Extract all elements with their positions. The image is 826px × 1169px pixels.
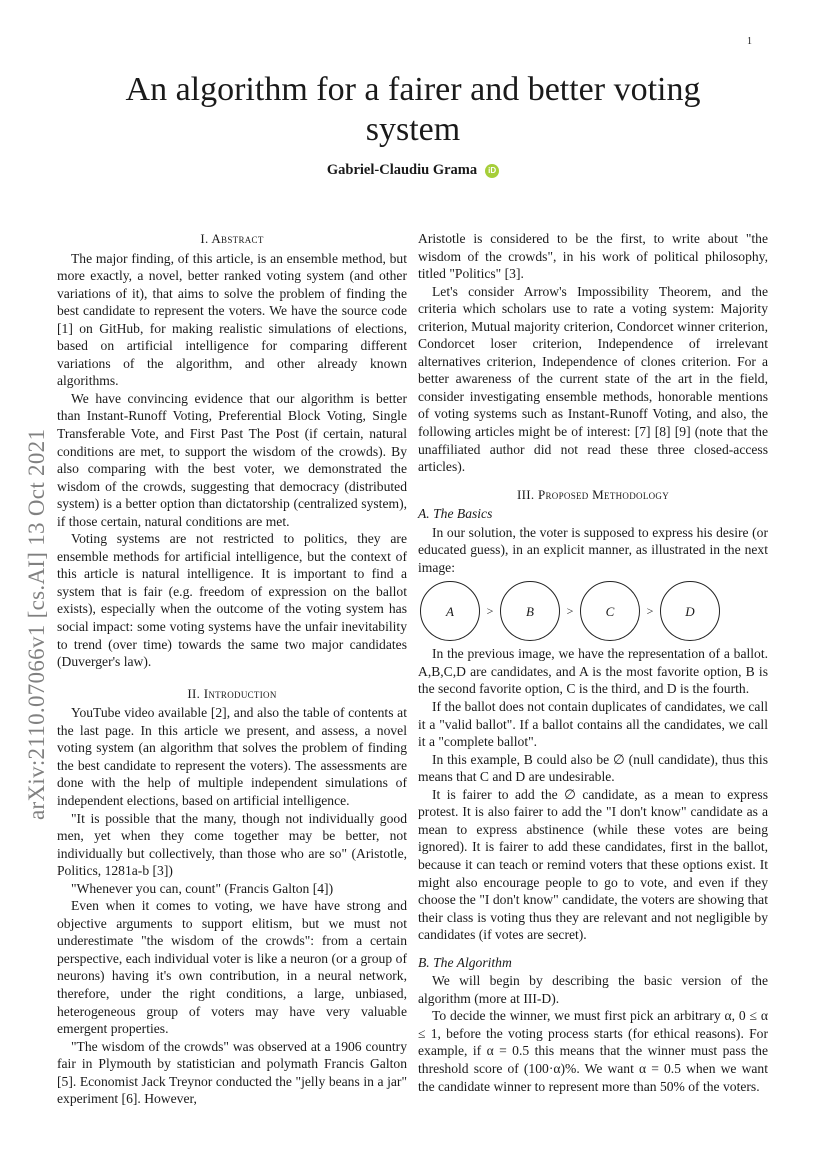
candidate-circle: A bbox=[420, 581, 480, 641]
author-line bbox=[0, 162, 826, 179]
paragraph: "The wisdom of the crowds" was observed at a 1906 country fair in Plymouth by statistician and polymath Francis Galton [5]. Economist Jack Treynor conducted the "jelly beans in a jar" experiment [6]. However, bbox=[57, 1038, 407, 1107]
paragraph: In the previous image, we have the representation of a ballot. A,B,C,D are candidates, and A is the most favorite option, B is the second favorite option, C is the third, and D is the fourth. bbox=[418, 646, 768, 697]
ballot-diagram bbox=[420, 579, 768, 643]
paragraph: To decide the winner, we must first pick an arbitrary α, 0 ≤ α ≤ 1, before the voting process starts (for ethical reasons). For example, if α = 0.5 this means that the winner must pass the threshold score of (100·α)%. We want α = 0.5 when we want the candidate winner to represent more than 50% of the voters. bbox=[418, 1008, 768, 1094]
author-name: Gabriel-Claudiu Grama bbox=[326, 162, 478, 178]
orcid-icon[interactable]: iD bbox=[485, 164, 499, 178]
basics-subheading: A. The Basics bbox=[418, 506, 493, 522]
paragraph: In this example, B could also be ∅ (null candidate), thus this means that C and D are undesirable. bbox=[418, 751, 768, 785]
greater-than: > bbox=[646, 603, 654, 618]
paragraph: We have convincing evidence that our algorithm is better than Instant-Runoff Voting, Preferential Block Voting, Single Transferable Vote, and First Past The Post (if certain, natural conditions are met, to support the wisdom of the crowds). By also comparing with the best voter, we demonstrated the wisdom of the crowds, suggesting that democracy (distributed system) is a better option than dictatorship (centralized system), if those certain, natural conditions are met. bbox=[57, 390, 407, 529]
candidate-circle: B bbox=[500, 581, 560, 641]
paragraph: Even when it comes to voting, we have have strong and objective arguments to support elitism, but we must not underestimate "the wisdom of the crowds": from a certain perspective, each individual voter is like a neuron (or a group of neurons) having it's own contribution, in a neural network, therefore, under the right conditions, a large, unbiased, heterogeneous group of voters may have very valuable emergent properties. bbox=[57, 898, 407, 1037]
paragraph: YouTube video available [2], and also the table of contents at the last page. In this article we present, and assess, a novel voting system (an algorithm that solves the problem of finding the best candidate to represent the voters). The assessments are done with the help of multiple independent simulations of independent elections, based on artificial intelligence. bbox=[57, 705, 407, 808]
paragraph: It is fairer to add the ∅ candidate, as a mean to express protest. It is also fairer to add the "I don't know" candidate as a mean to express abstinence (while these votes are being ignored). It is fairer to add these candidates, first in the ballot, because it can teach or remind voters that these options exist. It might also encourage people to go to vote, and even if they choose the "I don't know" candidate, the voters are showing that their class is voting thus they are relevant and not negligible by candidates (if votes are secret). bbox=[418, 786, 768, 943]
methodology-heading: III. Proposed Methodology bbox=[516, 486, 670, 502]
paragraph: Aristotle is considered to be the first, to write about "the wisdom of the crowds", in his work of political philosophy, titled "Politics" [3]. bbox=[418, 231, 768, 282]
paragraph: "Whenever you can, count" (Francis Galton [4]) bbox=[71, 880, 334, 896]
page-number: 1 bbox=[747, 36, 752, 47]
paper-title: An algorithm for a fairer and better voting system bbox=[125, 71, 701, 148]
greater-than: > bbox=[486, 603, 494, 618]
paragraph: Let's consider Arrow's Impossibility Theorem, and the criteria which scholars use to rate a voting system: Majority criterion, Mutual majority criterion, Condorcet winner criterion, Condorcet loser criterion, Independence of irrelevant alternatives criterion, Independence of clones criterion. For a better awareness of the current state of the art in the field, consider investigating ensemble methods, honorable mentions of voting systems such as Instant-Runoff Voting, and also, the following articles might be of interest: [7] [8] [9] (note that the unaffiliated author did not read these three closed-access articles). bbox=[418, 283, 768, 475]
arxiv-identifier[interactable]: arXiv:2110.07066v1 [cs.AI] 13 Oct 2021 bbox=[24, 428, 49, 820]
paragraph: The major finding, of this article, is an ensemble method, but more exactly, a novel, better ranked voting system (and other variations of it), that aims to solve the problem of finding the best candidate to represent the voters. We have the source code [1] on GitHub, for making realistic simulations of elections, based on artificial intelligence for comparing different variations of the algorithm, and other already known algorithms. bbox=[57, 250, 407, 389]
paragraph: We will begin by describing the basic version of the algorithm (more at III-D). bbox=[418, 973, 768, 1006]
abstract-heading: I. Abstract bbox=[200, 231, 264, 246]
right-column bbox=[418, 230, 768, 1095]
greater-than: > bbox=[566, 603, 574, 618]
candidate-circle: D bbox=[660, 581, 720, 641]
paragraph: Voting systems are not restricted to politics, they are ensemble methods for artificial intelligence, but the context of this article is natural intelligence. It is important to find a system that is fair (e.g. freedom of expression on the ballot exists), especially when the outcome of the voting system has social impact: some voting systems have the unfair inevitability to trend (over time) towards the same two major candidates (Duverger's law). bbox=[57, 531, 407, 670]
introduction-heading: II. Introduction bbox=[187, 685, 277, 701]
paragraph: "It is possible that the many, though not individually good men, yet when they come together may be better, not individually but collectively, than those who are so" (Aristotle, Politics, 1281a-b [3]) bbox=[57, 810, 407, 879]
algorithm-subheading: B. The Algorithm bbox=[418, 954, 512, 970]
paragraph: In our solution, the voter is supposed to express his desire (or educated guess), in an explicit manner, as illustrated in the next image: bbox=[418, 524, 768, 575]
left-column bbox=[57, 230, 407, 1108]
paragraph: If the ballot does not contain duplicates of candidates, we call it a "valid ballot". If a ballot contains all the candidates, we call it a "complete ballot". bbox=[418, 699, 768, 750]
candidate-circle: C bbox=[580, 581, 640, 641]
